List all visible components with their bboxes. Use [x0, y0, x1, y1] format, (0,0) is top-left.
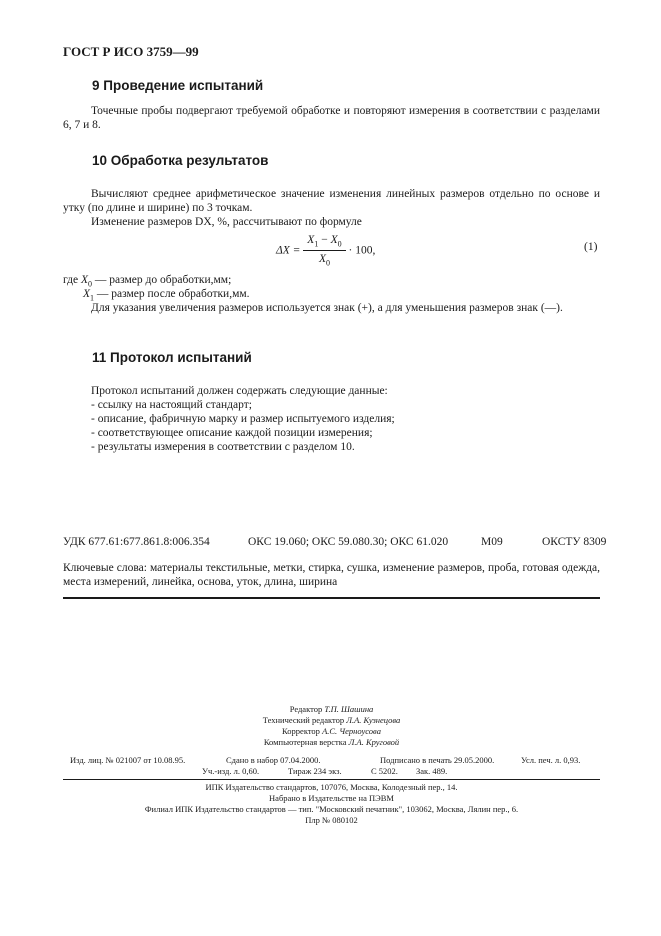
section-10-text-3: Для указания увеличения размеров используется знак (+), а для уменьшения размеров знак (—). — [91, 302, 563, 314]
where-line-2: $X_1$ — размер после обработки,мм. — [83, 288, 250, 303]
formula-lhs: ΔX = — [276, 244, 301, 257]
publisher-line: ИПК Издательство стандартов, 107076, Москва, Колодезный пер., 14. — [205, 782, 458, 792]
print-run: Тираж 234 экз. — [288, 766, 342, 776]
corrector-line: Корректор А.С. Черноусова — [282, 726, 381, 736]
section-10-text-2: Изменение размеров DX, %, рассчитывают по формуле — [91, 216, 362, 228]
plr-line: Плр № 080102 — [305, 815, 358, 825]
c-number: С 5202. — [371, 766, 398, 776]
typeset-line: Набрано в Издательстве на ПЭВМ — [269, 793, 394, 803]
section-10-text-1: Вычисляют среднее арифметическое значение изменения линейных размеров отдельно по основе и утку (по длине и ширине) по 3 точкам. — [63, 188, 600, 214]
formula — [276, 234, 375, 268]
section-10-title: 10 Обработка результатов — [92, 153, 269, 168]
signed-date: Подписано в печать 29.05.2000. — [380, 755, 495, 765]
section-11-intro: Протокол испытаний должен содержать следующие данные: — [91, 385, 388, 397]
formula-number: (1) — [584, 241, 598, 253]
formula-denominator: $X_0$ — [318, 253, 330, 268]
license-info: Изд. лиц. № 021007 от 10.08.95. — [70, 755, 186, 765]
imprint-publisher — [63, 782, 600, 826]
udk-code: УДК 677.61:677.861.8:006.354 — [63, 536, 210, 548]
order-number: Зак. 489. — [416, 766, 448, 776]
section-9-title: 9 Проведение испытаний — [92, 78, 264, 93]
list-item: - описание, фабричную марку и размер испытуемого изделия; — [91, 413, 395, 425]
submitted-date: Сдано в набор 07.04.2000. — [226, 755, 321, 765]
where-line-1: где $X_0$ — размер до обработки,мм; — [63, 274, 232, 289]
pub-sheets: Уч.-изд. л. 0,60. — [202, 766, 260, 776]
imprint-credits — [63, 704, 600, 748]
formula-fraction — [303, 234, 345, 268]
print-sheets: Усл. печ. л. 0,93. — [521, 755, 581, 765]
group-code: М09 — [481, 536, 503, 548]
divider — [63, 597, 600, 599]
okc-codes: ОКС 19.060; ОКС 59.080.30; ОКС 61.020 — [248, 536, 449, 548]
list-item: - результаты измерения в соответствии с разделом 10. — [91, 441, 355, 453]
branch-line: Филиал ИПК Издательство стандартов — тип. "Московский печатник", 103062, Москва, Лялин пер., 6. — [144, 804, 519, 814]
section-11-list — [91, 384, 395, 454]
formula-numerator: $X_1 - X_0$ — [303, 234, 345, 251]
keywords: Ключевые слова: материалы текстильные, метки, стирка, сушка, изменение размеров, проба, готовая одежда, места измерений, линейка, основа, уток, длина, ширина — [63, 562, 600, 588]
section-11-title: 11 Протокол испытаний — [92, 350, 252, 365]
okstu-code: ОКСТУ 8309 — [542, 536, 607, 548]
list-item: - ссылку на настоящий стандарт; — [91, 399, 252, 411]
list-item: - соответствующее описание каждой позиции измерения; — [91, 427, 373, 439]
section-9-text: Точечные пробы подвергают требуемой обработке и повторяют измерения в соответствии с разделами 6, 7 и 8. — [63, 105, 600, 131]
imprint-divider — [63, 779, 600, 780]
layout-line: Компьютерная верстка Л.А. Круговой — [263, 737, 400, 747]
document-code: ГОСТ Р ИСО 3759—99 — [63, 44, 199, 59]
formula-tail: · 100, — [348, 244, 376, 257]
tech-editor-line: Технический редактор Л.А. Кузнецова — [262, 715, 401, 725]
editor-line: Редактор Т.П. Шашина — [289, 704, 374, 714]
